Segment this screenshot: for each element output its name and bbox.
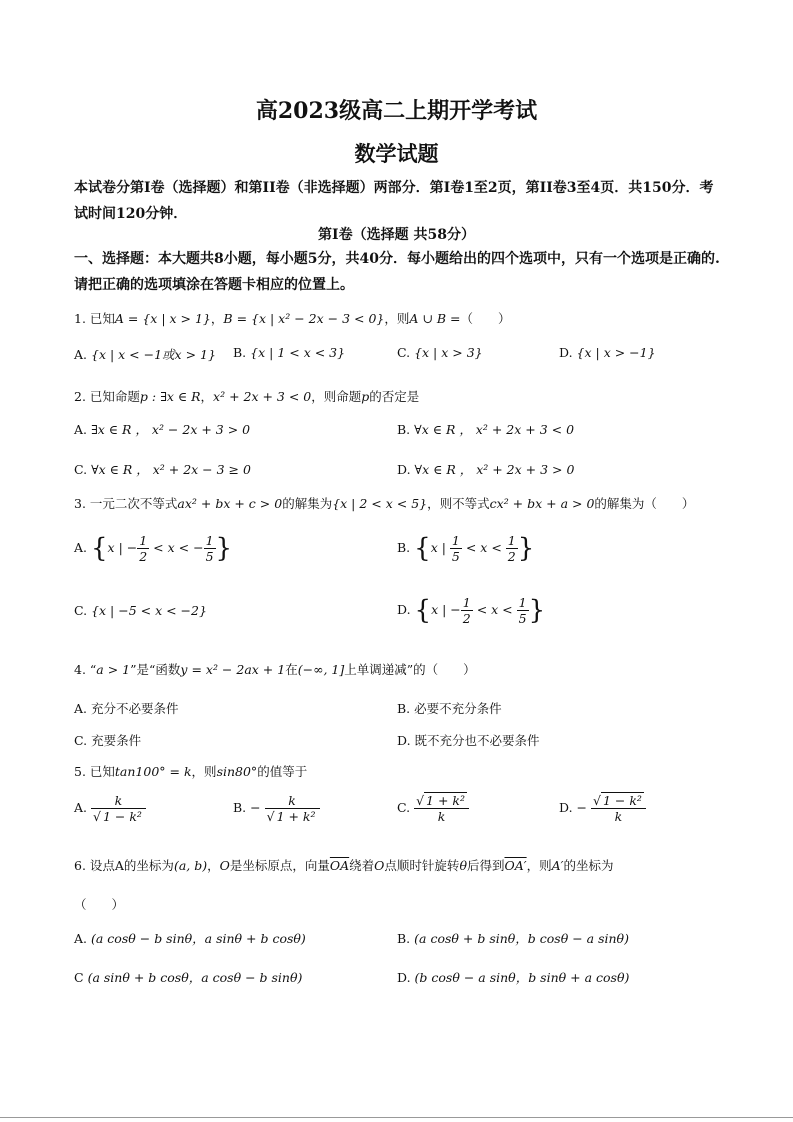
section-description: 一、选择题：本大题共8小题，每小题5分，共40分．每小题给出的四个选项中，只有一个选项是正确的.请把正确的选项填涂在答题卡相应的位置上。 [74, 251, 720, 293]
q5-option-a[interactable]: A. $\frac{k}{\text{√ 1 − k²}}$ [74, 793, 146, 824]
q4-option-c[interactable]: C. 充要条件 [74, 733, 142, 748]
section-title: 第I卷（选择题 共58分） [318, 227, 475, 243]
question-3-stem: 3. 一元二次不等式ax² + bx + c > 0的解集为{x | 2 < x < 5}，则不等式cx² + bx + a > 0的解集为（ ） [74, 496, 695, 511]
question-6-blank: （ ） [74, 897, 125, 912]
q2-option-c[interactable]: C. ∀x ∈ R ， x² + 2x − 3 ≥ 0 [74, 462, 251, 477]
q4-option-a[interactable]: A. 充分不必要条件 [74, 701, 179, 716]
question-2-stem: 2. 已知命题p : ∃x ∈ R，x² + 2x + 3 < 0，则命题p的否定是 [74, 389, 420, 404]
question-5-stem: 5. 已知tan100° = k，则sin80°的值等于 [74, 764, 308, 779]
question-6-stem: 6. 设点A的坐标为(a, b)，O是坐标原点，向量$\overline{OA}$绕着O点顺时针旋转θ后得到OA′，则A′的坐标为 [74, 858, 614, 873]
q2-option-a[interactable]: A. ∃x ∈ R ， x² − 2x + 3 > 0 [74, 422, 251, 437]
q5-option-b[interactable]: B. − $\frac{k}{\text{√ 1 + k²}}$ [233, 793, 320, 824]
question-4-stem: 4. “a > 1”是“函数y = x² − 2ax + 1在(−∞, 1]上单调递减”的（ ） [74, 662, 476, 677]
q1-option-c[interactable]: C. {x | x > 3} [397, 345, 483, 360]
q4-option-d[interactable]: D. 既不充分也不必要条件 [397, 733, 540, 748]
exam-subtitle: 数学试题 [354, 141, 439, 166]
q5-option-d[interactable]: D. − $\frac{\text{√ 1 − k²}}{k}$ [559, 793, 646, 824]
q3-option-c[interactable]: C. {x | −5 < x < −2} [74, 603, 207, 618]
q2-option-d[interactable]: D. ∀x ∈ R ， x² + 2x + 3 > 0 [397, 462, 575, 477]
q6-option-c[interactable]: C (a sinθ + b cosθ，a cosθ − b sinθ) [74, 970, 303, 985]
q6-option-a[interactable]: A. (a cosθ − b sinθ，a sinθ + b cosθ) [74, 931, 306, 946]
q3-option-b[interactable]: B. {x | $\frac{1}{5}$ < x < $\frac{1}{2}$ } [397, 533, 535, 564]
question-1-stem: 1. 已知A = {x | x > 1}，B = {x | x² − 2x − 3 < 0}，则A ∪ B =（ ） [74, 311, 511, 326]
q1-option-a[interactable]: A. {x | x < −1或x > 1} [74, 347, 216, 362]
q4-option-b[interactable]: B. 必要不充分条件 [397, 701, 502, 716]
page-bottom-divider [0, 1117, 793, 1118]
exam-title: 高2023级高二上期开学考试 [255, 98, 538, 124]
set-a: A = {x | x > 1} [114, 311, 211, 326]
q6-option-b[interactable]: B. (a cosθ + b sinθ，b cosθ − a sinθ) [397, 931, 629, 946]
q3-option-a[interactable]: A. {x | − $\frac{1}{2}$ < x < − $\frac{1}{5}$ } [74, 533, 233, 564]
q5-option-c[interactable]: C. $\frac{\text{√ 1 + k²}}{k}$ [397, 793, 469, 824]
q1-option-b[interactable]: B. {x | 1 < x < 3} [233, 345, 346, 360]
q3-option-d[interactable]: D. {x | − $\frac{1}{2}$ < x < $\frac{1}{5}$ } [397, 595, 546, 626]
exam-instructions: 本试卷分第I卷（选择题）和第II卷（非选择题）两部分．第I卷1至2页，第II卷3至4页．共150分．考试时间120分钟． [74, 180, 714, 222]
q6-option-d[interactable]: D. (b cosθ − a sinθ，b sinθ + a cosθ) [397, 970, 630, 985]
q2-option-b[interactable]: B. ∀x ∈ R ， x² + 2x + 3 < 0 [397, 422, 575, 437]
q1-option-d[interactable]: D. {x | x > −1} [559, 345, 656, 360]
set-b: B = {x | x² − 2x − 3 < 0} [223, 311, 385, 326]
